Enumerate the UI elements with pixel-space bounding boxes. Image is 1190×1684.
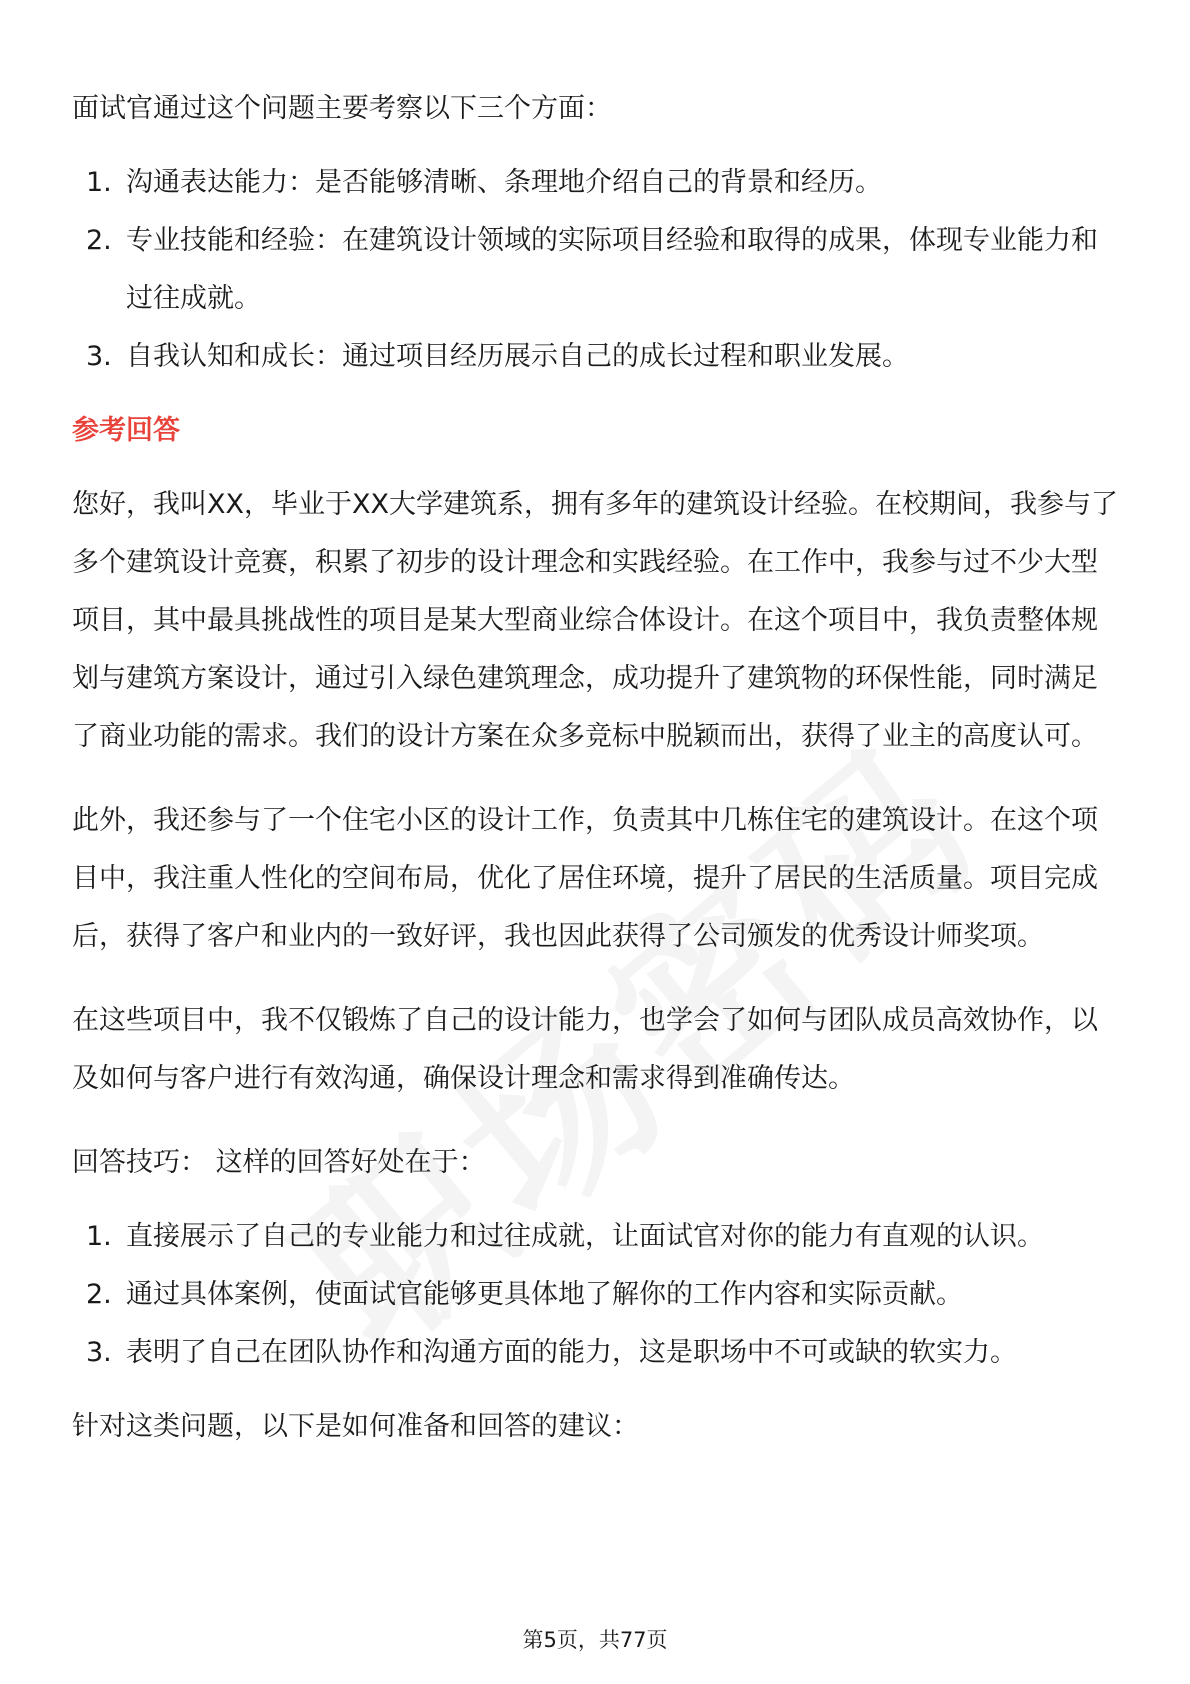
list-number: 2. xyxy=(86,1279,112,1310)
list-item xyxy=(72,1266,1122,1324)
document-body xyxy=(72,80,1122,1456)
list-item-text: 通过具体案例，使面试官能够更具体地了解你的工作内容和实际贡献。 xyxy=(126,1279,963,1310)
list-number: 2. xyxy=(86,225,112,256)
aspects-list xyxy=(72,154,1122,386)
answer-paragraph: 在这些项目中，我不仅锻炼了自己的设计能力，也学会了如何与团队成员高效协作，以及如何与客户进行有效沟通，确保设计理念和需求得到准确传达。 xyxy=(72,1005,1098,1094)
list-number: 3. xyxy=(86,341,112,372)
list-item xyxy=(72,212,1122,328)
closing-text: 针对这类问题，以下是如何准备和回答的建议： xyxy=(72,1411,639,1442)
list-number: 1. xyxy=(86,167,112,198)
tips-list xyxy=(72,1208,1122,1382)
list-item xyxy=(72,328,1122,386)
page-number: 第5页，共77页 xyxy=(522,1628,668,1652)
list-number: 3. xyxy=(86,1337,112,1368)
answer-paragraph: 此外，我还参与了一个住宅小区的设计工作，负责其中几栋住宅的建筑设计。在这个项目中，我注重人性化的空间布局，优化了居住环境，提升了居民的生活质量。项目完成后，获得了客户和业内的一致好评，我也因此获得了公司颁发的优秀设计师奖项。 xyxy=(72,805,1098,952)
intro-text: 面试官通过这个问题主要考察以下三个方面： xyxy=(72,93,612,124)
tips-intro: 回答技巧： 这样的回答好处在于： xyxy=(72,1147,486,1178)
reference-answer-heading: 参考回答 xyxy=(72,415,180,446)
answer-paragraph: 您好，我叫XX，毕业于XX大学建筑系，拥有多年的建筑设计经验。在校期间，我参与了多个建筑设计竞赛，积累了初步的设计理念和实践经验。在工作中，我参与过不少大型项目，其中最具挑战性的项目是某大型商业综合体设计。在这个项目中，我负责整体规划与建筑方案设计，通过引入绿色建筑理念，成功提升了建筑物的环保性能，同时满足了商业功能的需求。我们的设计方案在众多竞标中脱颖而出，获得了业主的高度认可。 xyxy=(72,489,1118,752)
list-item-text: 自我认知和成长：通过项目经历展示自己的成长过程和职业发展。 xyxy=(126,341,909,372)
list-item-text: 专业技能和经验：在建筑设计领域的实际项目经验和取得的成果，体现专业能力和过往成就。 xyxy=(126,225,1098,314)
list-item-text: 沟通表达能力：是否能够清晰、条理地介绍自己的背景和经历。 xyxy=(126,167,882,198)
list-item xyxy=(72,154,1122,212)
list-item-text: 直接展示了自己的专业能力和过往成就，让面试官对你的能力有直观的认识。 xyxy=(126,1221,1044,1252)
list-item xyxy=(72,1324,1122,1382)
list-number: 1. xyxy=(86,1221,112,1252)
list-item-text: 表明了自己在团队协作和沟通方面的能力，这是职场中不可或缺的软实力。 xyxy=(126,1337,1017,1368)
list-item xyxy=(72,1208,1122,1266)
